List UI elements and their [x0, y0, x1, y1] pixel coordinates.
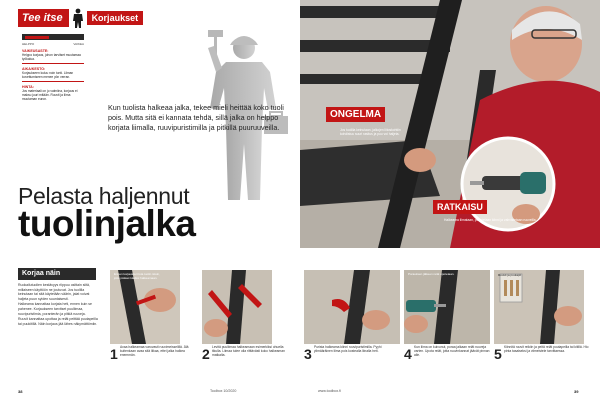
step-3-text: Purista halkeama kiinni ruuvipuristimilla. Pyyhi ylimääräinen liima pois kostealla liinalla heti.	[314, 345, 382, 354]
step-1-number: 1	[110, 346, 118, 362]
korjaa-paragraph: Halkeama kannattaa korjata heti, ennen kuin se pahenee. Korjaukseen tarvitset puuliimaa, ruuvipuristimia, poranterän ja pitkiä ruuveja.	[18, 302, 92, 316]
title-line-1: Pelasta haljennut	[18, 183, 190, 209]
scale-left-label: HELPPO	[22, 42, 35, 46]
step-4-number: 4	[404, 346, 412, 362]
solution-caption: Halkeama liimataan, puristetaan kiinni ja vahvistetaan ruuveilla.	[444, 218, 537, 222]
lead-paragraph: Kun tuolista halkeaa jalka, tekee mieli heittää koko tuoli pois. Mutta sitä ei kannata tehdä, sillä jalka on helppo korjata liimalla, ruuvipuristimilla ja pitkillä puuruuveilla.	[108, 103, 284, 132]
korjaa-body	[18, 283, 98, 327]
problem-caption: Jos tuolilla keinutaan, jalkojen liitoskohtiin kohdistuu suuri rasitus ja puu voi haljeta.	[340, 128, 401, 137]
folio-left: Toolbox 10/2020	[210, 389, 237, 393]
korjaa-paragraph: Ruuvit kannattaa upottaa ja reiät peittää puutapeilla tai puukitillä. Näin korjaus jää lähes näkymättömiin.	[18, 317, 98, 326]
section-header	[18, 8, 158, 28]
time-text: Korjaukseen kuluu noin tunti. Liiman kovettumiseen menee yön verran.	[22, 71, 74, 79]
title-line-2: tuolinjalka	[18, 203, 196, 244]
category-label: Korjaukset	[87, 11, 144, 25]
scale-right-label: VAIKEA	[73, 42, 84, 46]
step-1	[110, 270, 180, 344]
difficulty-info-box	[22, 34, 84, 101]
step-1-photo	[110, 270, 180, 344]
step-3-photo	[304, 270, 400, 344]
step-1-overlay-caption: Ennen korjausta irrota tuolin istuin, jotta pääset käsiksi halkeamaan.	[114, 272, 161, 280]
step-5-number: 5	[494, 346, 502, 362]
step-3-number: 3	[304, 346, 312, 362]
folio-right: www.toolbox.fi	[318, 389, 341, 393]
step-4	[404, 270, 474, 344]
step-5-text: Kiinnitä ruuvit reikiin ja peitä reiät puutapeilla tai kitillä. Hio pinta tasaiseksi ja viimeistele tarvittaessa.	[504, 345, 589, 354]
step-4-overlay-caption: Porauksen jälkeen reiät upotetaan.	[408, 272, 455, 276]
step-4-photo	[404, 270, 490, 344]
difficulty-text: Helppo korjaus, johon tarvitset muutamaa työkalua.	[22, 53, 81, 61]
step-2	[202, 270, 272, 344]
step-2-photo	[202, 270, 272, 344]
step-5-photo	[494, 270, 584, 344]
korjaa-paragraph: Ruokailutuolien kestävyys riippuu osittain siitä, millaiseen käyttöön ne joutuvat. Jos tuolilla keinutaan tai sitä käytetään väärin, jalat voivat haljeta puun syiden suuntaisesti.	[18, 283, 90, 301]
handyman-icon	[71, 8, 85, 28]
difficulty-meter	[22, 34, 84, 40]
solution-label: RATKAISU	[433, 200, 487, 214]
step-1-text: Avaa halkeamaa varovasti ruuvimeisselillä. Älä kuitenkaan avaa sitä liikaa, ettei jalka halkea enemmän.	[120, 345, 189, 358]
step-4-text: Kun liima on kuivunut, poraa jalkaan reiät ruuveja varten. Upota reiät, jotta ruuvinkannat jäävät pinnan alle.	[414, 345, 490, 358]
problem-label: ONGELMA	[326, 107, 385, 122]
korjaa-heading: Korjaa näin	[18, 268, 96, 280]
page-number-right: 39	[574, 389, 579, 394]
step-2-number: 2	[202, 346, 210, 362]
time-heading: AIKA/KESTO:	[22, 67, 46, 71]
difficulty-heading: VAIKEUSASTE:	[22, 49, 49, 53]
section-label: Tee itse	[18, 9, 69, 27]
cost-heading: HINTA:	[22, 85, 34, 89]
page-number-left: 38	[18, 389, 23, 394]
step-5	[494, 270, 564, 344]
step-3	[304, 270, 374, 344]
step-2-text: Levitä puuliimaa halkeamaan esimerkiksi ohuella tikulla. Liimaa tulee olla riittävästi koko halkeaman matkalta.	[212, 345, 285, 358]
cost-text: Jos materiaali on jo valmiina, korjaus ei maksu juuri mitään. Ruuvit ja liima muutaman euron.	[22, 89, 78, 101]
step-5-overlay-caption: Ruuvit ja puutapit	[498, 273, 522, 277]
